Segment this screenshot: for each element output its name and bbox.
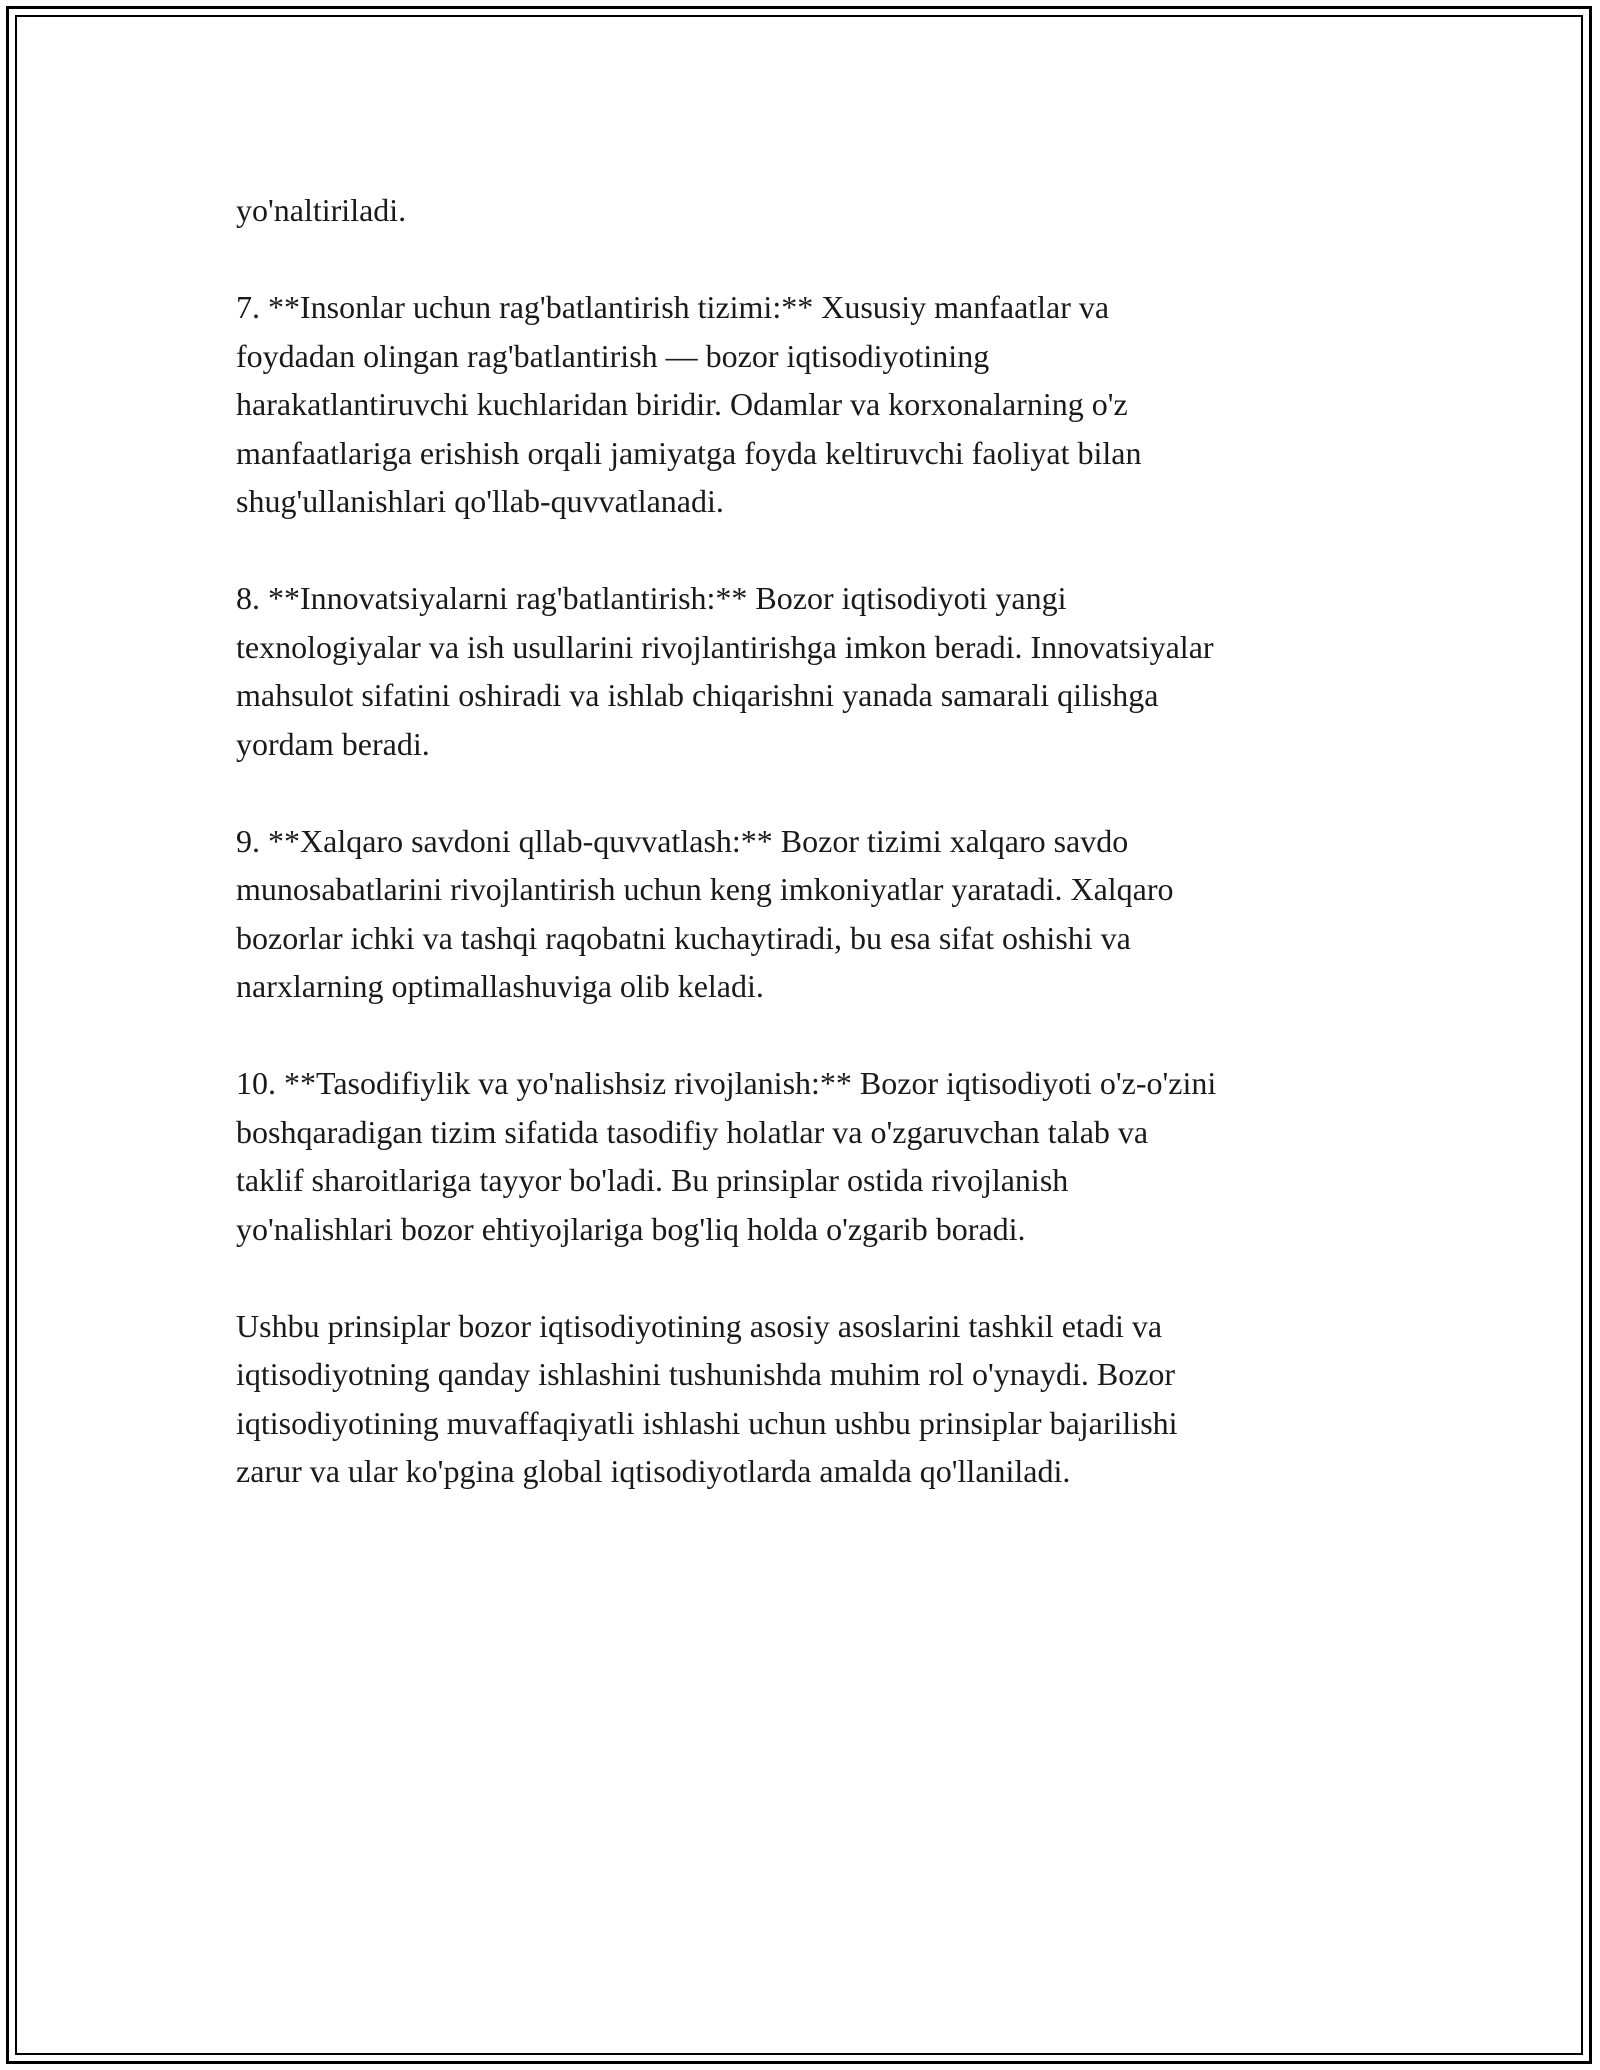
- paragraph-conclusion: Ushbu prinsiplar bozor iqtisodiyotining asosiy asoslarini tashkil etadi va iqtisodiyotning qanday ishlashini tushunishda muhim rol o'ynaydi. Bozor iqtisodiyotining muvaffaqiyatli ishlashi uchun ushbu prinsiplar bajarilishi zarur va ular ko'pgina global iqtisodiyotlarda amalda qo'llaniladi.: [236, 1307, 1178, 1489]
- paragraph-item-10: 10. **Tasodifiylik va yo'nalishsiz rivojlanish:** Bozor iqtisodiyoti o'z-o'zini boshqaradigan tizim sifatida tasodifiy holatlar va o'zgaruvchan talab va taklif sharoitlariga tayyor bo'ladi. Bu prinsiplar ostida rivojlanish yo'nalishlari bozor ehtiyojlariga bog'liq holda o'zgarib boradi.: [236, 1065, 1217, 1247]
- paragraph-continuation: yo'naltiriladi.: [236, 192, 407, 228]
- paragraph-item-9: 9. **Xalqaro savdoni qllab-quvvatlash:** Bozor tizimi xalqaro savdo munosabatlarini rivojlantirish uchun keng imkoniyatlar yaratadi. Xalqaro bozorlar ichki va tashqi raqobatni kuchaytiradi, bu esa sifat oshishi va narxlarning optimallashuviga olib keladi.: [236, 822, 1174, 1004]
- paragraph-item-7: 7. **Insonlar uchun rag'batlantirish tizimi:** Xususiy manfaatlar va foydadan olingan rag'batlantirish — bozor iqtisodiyotining harakatlantiruvchi kuchlaridan biridir. Odamlar va korxonalarning o'z manfaatlariga erishish orqali jamiyatga foyda keltiruvchi faoliyat bilan shug'ullanishlari qo'llab-quvvatlanadi.: [236, 289, 1142, 519]
- document-body: [236, 186, 1386, 1544]
- paragraph-item-8: 8. **Innovatsiyalarni rag'batlantirish:** Bozor iqtisodiyoti yangi texnologiyalar va ish usullarini rivojlantirishga imkon beradi. Innovatsiyalar mahsulot sifatini oshiradi va ishlab chiqarishni yanada samarali qilishga yordam beradi.: [236, 580, 1214, 762]
